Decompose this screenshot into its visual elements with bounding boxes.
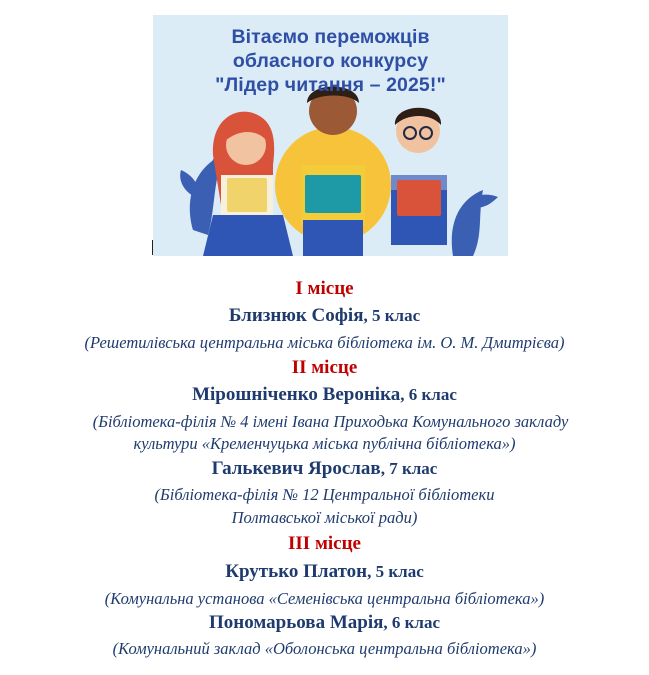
- institution-line: (Бібліотека-філія № 4 імені Івана Приходька Комунального закладу: [92, 412, 569, 431]
- winner-grade: , 5 клас: [363, 306, 421, 325]
- winner-name-text: Крутько Платон: [225, 561, 368, 582]
- institution-line: Полтавської міської ради): [231, 508, 418, 527]
- winner-name: [0, 384, 649, 406]
- winner-grade: , 7 клас: [380, 459, 438, 478]
- institution-line: (Комунальний заклад «Оболонська центральна бібліотека»): [112, 639, 537, 658]
- text-cursor: [152, 240, 153, 255]
- winner-grade: , 6 клас: [400, 385, 457, 404]
- place-heading-2: ІІ місце: [291, 357, 358, 378]
- institution-line: (Комунальна установа «Семенівська центральна бібліотека»): [104, 589, 545, 608]
- banner-title-line: Вітаємо переможців: [231, 26, 430, 48]
- place-heading-3: ІІІ місце: [288, 533, 361, 554]
- winner-name-text: Мірошніченко Вероніка: [192, 384, 401, 405]
- winner-name-text: Галькевич Ярослав: [211, 458, 381, 479]
- winner-grade: , 6 клас: [383, 613, 441, 632]
- winner-name: [0, 612, 649, 634]
- banner-title-line: "Лідер читання – 2025!": [215, 74, 446, 96]
- banner-title: [153, 25, 508, 97]
- winner-name: [0, 458, 649, 480]
- institution-line: (Решетилівська центральна міська бібліотека ім. О. М. Дмитрієва): [84, 333, 565, 352]
- institution-line: (Бібліотека-філія № 12 Центральної бібліотеки: [154, 485, 495, 504]
- place-heading-1: І місце: [295, 278, 354, 299]
- banner-title-line: обласного конкурсу: [232, 50, 429, 72]
- winner-name: [0, 561, 649, 583]
- winner-name-text: Близнюк Софія: [228, 305, 364, 326]
- institution-line: культури «Кременчуцька міська публічна бібліотека»): [133, 434, 516, 453]
- winner-grade: , 5 клас: [367, 562, 424, 581]
- winner-name: [0, 305, 649, 327]
- banner-image: [153, 15, 508, 256]
- winner-name-text: Пономарьова Марія: [208, 612, 384, 633]
